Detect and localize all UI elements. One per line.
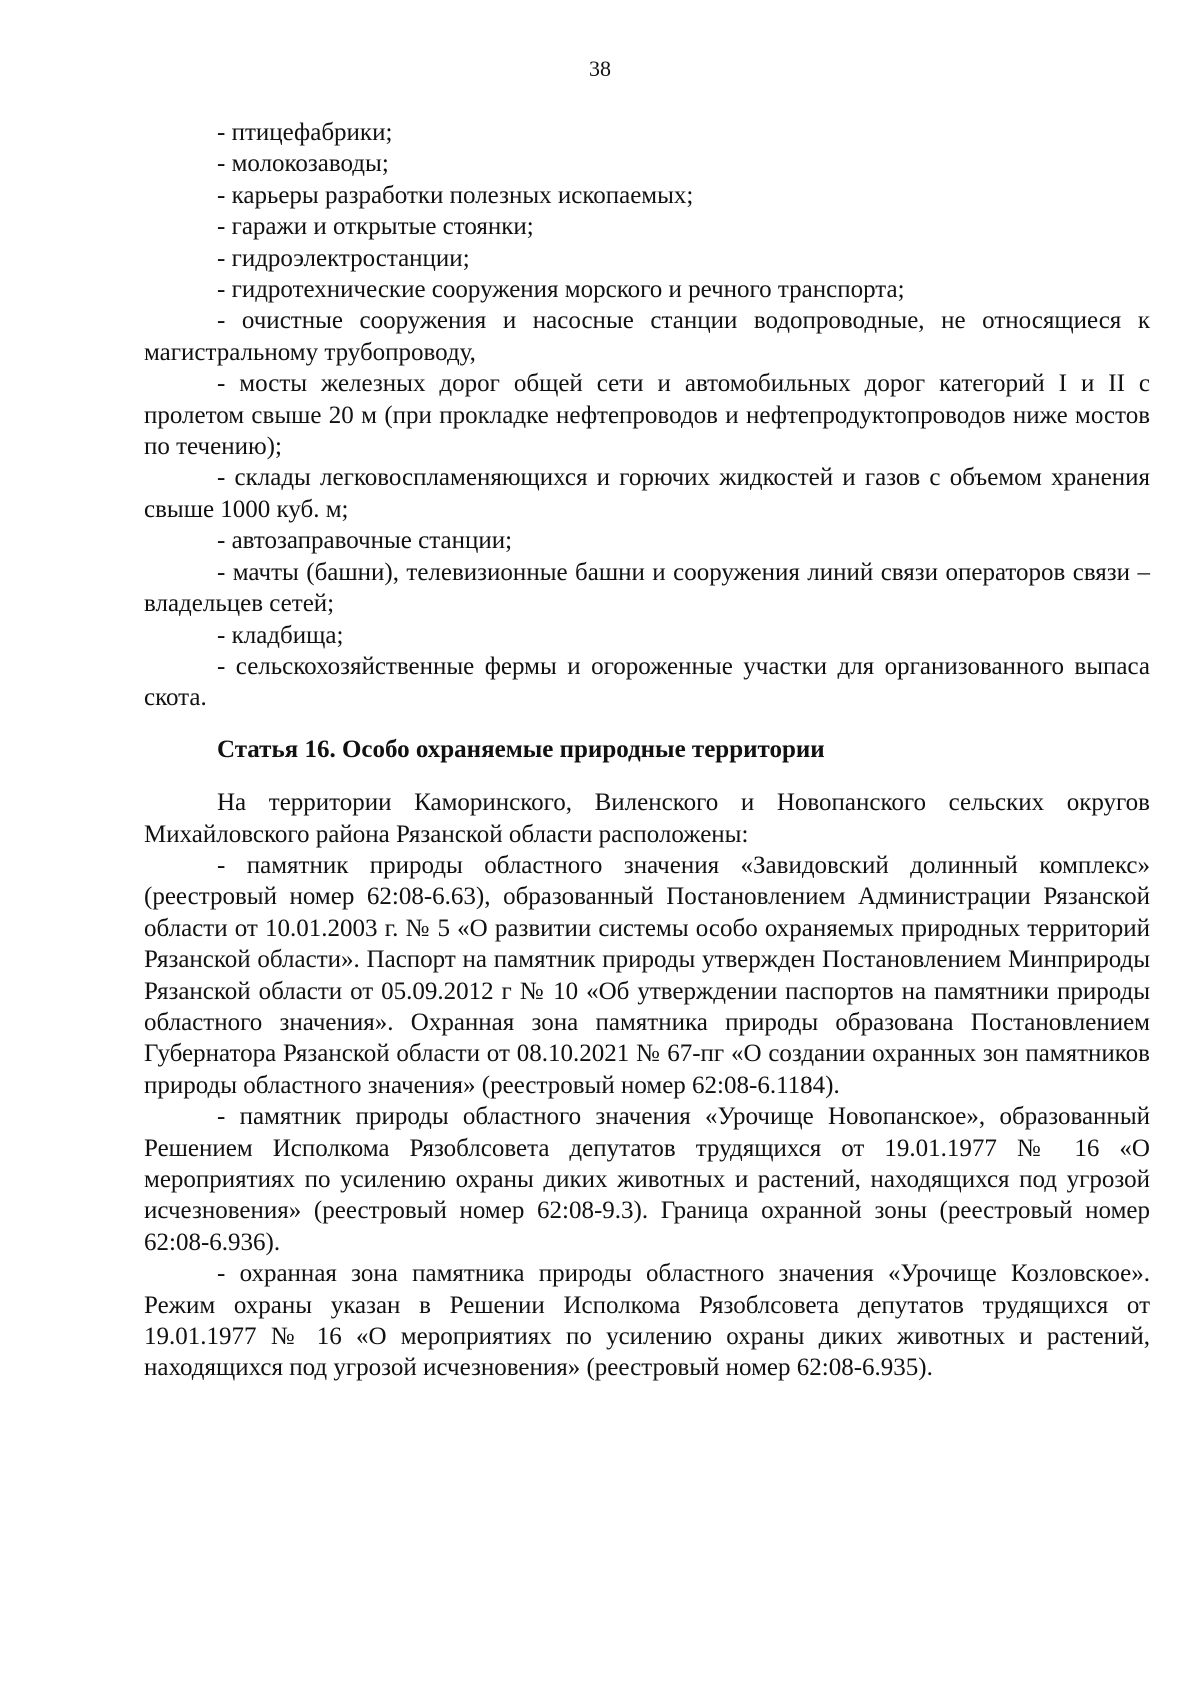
- list-item: - гаражи и открытые стоянки;: [217, 213, 534, 241]
- article-heading: Статья 16. Особо охраняемые природные территории: [217, 735, 825, 763]
- list-item: - склады легковоспламеняющихся и горючих жидкостей и газов с объемом хранения свыше 1000 куб. м;: [144, 464, 1150, 523]
- list-item: - автозаправочные станции;: [217, 527, 513, 555]
- list-item: - мосты железных дорог общей сети и автомобильных дорог категорий I и II с пролетом свыше 20 м (при прокладке нефтепроводов и нефтепродуктопроводов ниже мостов по течению);: [144, 370, 1150, 461]
- list-item: - птицефабрики;: [217, 119, 393, 146]
- list-item: - очистные сооружения и насосные станции водопроводные, не относящиеся к магистральному трубопроводу,: [144, 307, 1150, 366]
- article-text: [144, 787, 1150, 1384]
- article-paragraph: - памятник природы областного значения «Урочище Новопанское», образованный Решением Исполкома Рязоблсовета депутатов трудящихся от 19.01.1977 № 16 «О мероприятиях по усилению охраны диких животных и растений, находящихся под угрозой исчезновения» (реестровый номер 62:08-9.3). Граница охранной зоны (реестровый номер 62:08-6.936).: [144, 1103, 1150, 1256]
- list-item: - сельскохозяйственные фермы и огороженные участки для организованного выпаса скота.: [144, 652, 1150, 712]
- page-number: 38: [589, 56, 611, 81]
- article-paragraph: На территории Каморинского, Виленского и Новопанского сельских округов Михайловского района Рязанской области расположены:: [144, 789, 1150, 848]
- list-item: - гидротехнические сооружения морского и речного транспорта;: [217, 276, 905, 304]
- list-item: - молокозаводы;: [217, 150, 389, 178]
- list-item: - мачты (башни), телевизионные башни и сооружения линий связи операторов связи – владельцев сетей;: [144, 558, 1150, 618]
- restricted-objects-list: [144, 117, 1150, 714]
- article-paragraph: - охранная зона памятника природы областного значения «Урочище Козловское». Режим охраны указан в Решении Исполкома Рязоблсовета депутатов трудящихся от 19.01.1977 № 16 «О мероприятиях по усилению охраны диких животных и растений, находящихся под угрозой исчезновения» (реестровый номер 62:08-6.935).: [144, 1260, 1150, 1382]
- article-paragraph: - памятник природы областного значения «Завидовский долинный комплекс» (реестровый номер 62:08-6.63), образованный Постановлением Администрации Рязанской области от 10.01.2003 г. № 5 «О развитии системы особо охраняемых природных территорий Рязанской области». Паспорт на памятник природы утвержден Постановлением Минприроды Рязанской области от 05.09.2012 г № 10 «Об утверждении паспортов на памятники природы областного значения». Охранная зона памятника природы образована Постановлением Губернатора Рязанской области от 08.10.2021 № 67-пг «О создании охранных зон памятников природы областного значения» (реестровый номер 62:08-6.1184).: [144, 851, 1150, 1099]
- list-item: - карьеры разработки полезных ископаемых;: [217, 181, 694, 209]
- document-body: [144, 117, 1150, 1384]
- list-item: - гидроэлектростанции;: [217, 244, 470, 272]
- list-item: - кладбища;: [217, 621, 344, 649]
